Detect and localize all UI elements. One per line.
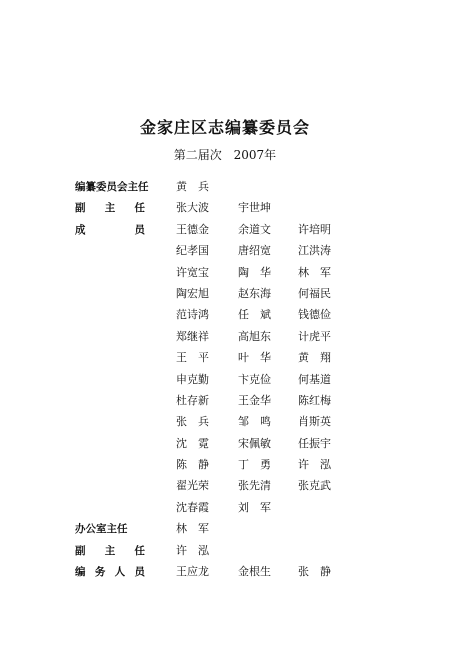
- member-name: 任振宇: [298, 436, 331, 450]
- roster-row: [0, 180, 450, 201]
- roster-row: [0, 565, 450, 586]
- member-name: 郑继祥: [176, 329, 209, 343]
- member-name: 金根生: [238, 565, 271, 579]
- session-label: 第二届次: [173, 148, 222, 162]
- roster-row: [0, 223, 450, 244]
- role-label: 副 主 任: [75, 202, 145, 215]
- session-line: [0, 146, 450, 163]
- committee-roster: [0, 180, 450, 586]
- roster-row: [0, 479, 450, 500]
- member-name: 王德金: [176, 222, 209, 236]
- member-name: 张 兵: [176, 415, 209, 429]
- member-name: 卞克俭: [238, 372, 271, 386]
- committee-title: 金家庄区志编纂委员会: [139, 118, 310, 137]
- member-name: 高旭东: [238, 329, 271, 343]
- member-name: 张 静: [298, 565, 331, 579]
- member-name: 黄 兵: [176, 180, 209, 193]
- roster-row: [0, 244, 450, 265]
- member-name: 江洪涛: [298, 244, 331, 258]
- roster-row: [0, 308, 450, 329]
- role-label: 编纂委员会主任: [75, 181, 149, 193]
- roster-row: [0, 415, 450, 436]
- member-name: 杜存新: [176, 393, 209, 407]
- member-name: 何福民: [298, 286, 331, 300]
- roster-row: [0, 330, 450, 351]
- member-name: 许培明: [298, 222, 331, 236]
- member-name: 许 泓: [298, 458, 331, 472]
- member-name: 黄 翔: [298, 351, 331, 365]
- roster-row: [0, 437, 450, 458]
- member-name: 唐绍宽: [238, 244, 271, 258]
- member-name: 翟光荣: [176, 479, 209, 493]
- roster-row: [0, 394, 450, 415]
- member-name: 许 泓: [176, 543, 209, 557]
- member-name: 余道文: [238, 222, 271, 236]
- member-name: 肖斯英: [298, 415, 331, 429]
- member-name: 刘 军: [238, 500, 271, 514]
- member-name: 叶 华: [238, 351, 271, 365]
- member-name: 陶 华: [238, 265, 271, 279]
- member-name: 赵东海: [238, 286, 271, 300]
- role-label: 办公室主任: [75, 523, 128, 536]
- role-label: 编 务 人 员: [75, 566, 145, 579]
- member-name: 计虎平: [298, 329, 331, 343]
- member-name: 林 军: [298, 265, 331, 279]
- member-name: 王金华: [238, 393, 271, 407]
- roster-row: [0, 287, 450, 308]
- roster-row: [0, 522, 450, 543]
- role-label: 副 主 任: [75, 544, 145, 557]
- member-name: 申克勤: [176, 372, 209, 386]
- member-name: 王 平: [176, 351, 209, 365]
- member-name: 张克武: [298, 479, 331, 493]
- member-name: 沈 霓: [176, 436, 209, 450]
- session-year: 2007年: [233, 148, 277, 162]
- member-name: 陈 静: [176, 458, 209, 472]
- member-name: 邹 鸣: [238, 415, 271, 429]
- member-name: 范诗鸿: [176, 308, 209, 322]
- roster-row: [0, 351, 450, 372]
- member-name: 陈红梅: [298, 393, 331, 407]
- member-name: 钱德俭: [298, 308, 331, 322]
- member-name: 许宽宝: [176, 265, 209, 279]
- member-name: 纪孝国: [176, 244, 209, 258]
- member-name: 何基道: [298, 372, 331, 386]
- member-name: 沈春霞: [176, 500, 209, 514]
- role-label: 成 员: [75, 223, 145, 236]
- roster-row: [0, 373, 450, 394]
- roster-row: [0, 266, 450, 287]
- roster-row: [0, 458, 450, 479]
- roster-row: [0, 544, 450, 565]
- member-name: 林 军: [176, 522, 209, 536]
- roster-row: [0, 501, 450, 522]
- roster-row: [0, 201, 450, 222]
- member-name: 宇世坤: [238, 201, 271, 215]
- member-name: 张先清: [238, 479, 271, 493]
- member-name: 陶宏旭: [176, 286, 209, 300]
- member-name: 丁 勇: [238, 458, 271, 472]
- member-name: 张大波: [176, 201, 209, 215]
- member-name: 宋佩敏: [238, 436, 271, 450]
- member-name: 任 斌: [238, 308, 271, 322]
- member-name: 王应龙: [176, 565, 209, 579]
